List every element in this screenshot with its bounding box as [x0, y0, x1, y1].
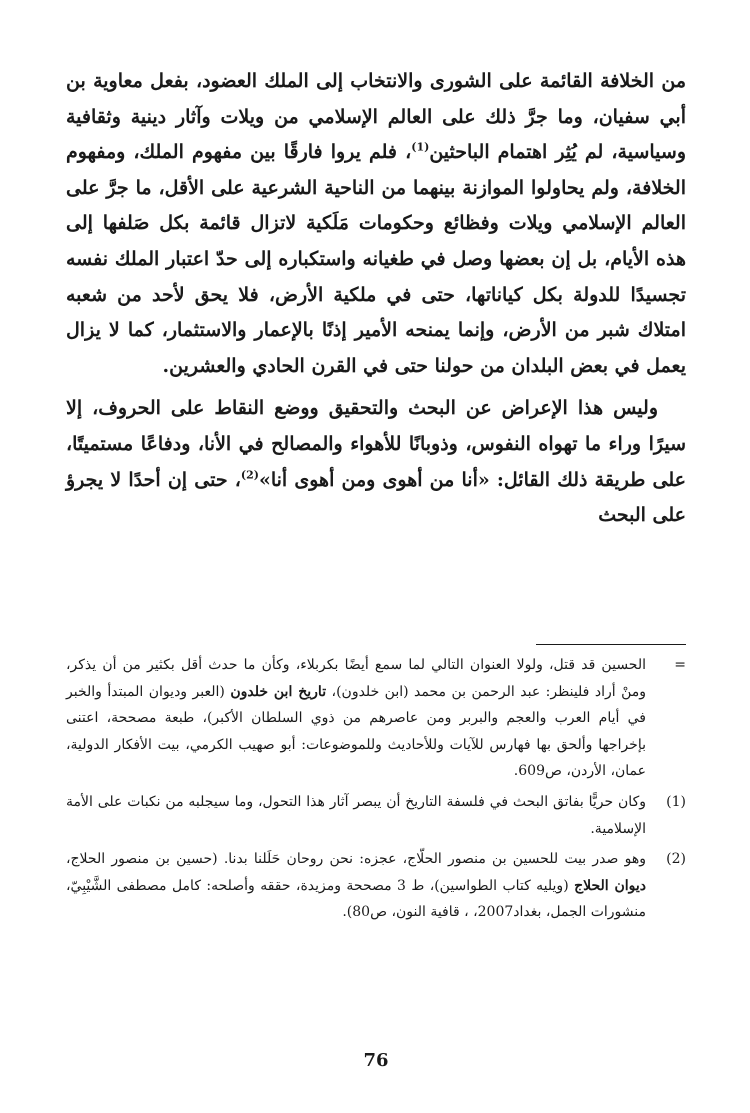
book-page — [66, 0, 686, 1113]
footnote-2 — [66, 846, 686, 926]
footnote-marker: (1) — [666, 793, 686, 810]
paragraph-2: وليس هذا الإعراض عن البحث والتحقيق ووضع النقاط على الحروف، إلا سيرًا وراء ما تهواه النفوس، وذوبانًا للأهواء والمصالح في الأنا، ودفاعًا مستميتًا، على طريقة ذلك القائل: «أنا من أهوى ومن أهوى أنا»$^{(2)}$، حتى إن أحدًا لا يجرؤ على البحث — [66, 397, 686, 527]
footnote-text: وهو صدر بيت للحسين بن منصور الحلّاج، عجزه: نحن روحان حَلَلنا بدنا. (حسين بن منصور الحلاج، ديوان الحلاج (ويليه كتاب الطواسين)، ط 3 مصححة ومزيدة، حققه وأصلحه: كامل مصطفى الشَّيْبِيّ، منشورات الجمل، بغداد2007، ، قافية النون، ص80). — [66, 851, 646, 921]
footnote-ref-2[interactable]: (2) — [240, 468, 259, 482]
footnote-marker: = — [674, 657, 686, 673]
footnote-text: وكان حريًّا بفاتق البحث في فلسفة التاريخ أن يبصر آثار هذا التحول، وما سيجلبه من نكبات على الأمة الإسلامية. — [66, 793, 646, 837]
footnote-marker: (2) — [666, 851, 686, 868]
footnote-ref-1[interactable]: (1) — [411, 140, 430, 154]
footnote-continued — [66, 652, 686, 785]
footnotes — [66, 652, 686, 930]
paragraph-1: من الخلافة القائمة على الشورى والانتخاب إلى الملك العضود، بفعل معاوية بن أبي سفيان، وما جرَّ ذلك على العالم الإسلامي من ويلات وآثار دينية وثقافية وسياسية، لم يُثِر اهتمام الباحثين$^{(1)}$، فلم يروا فارقًا بين مفهوم الملك، ومفهوم الخلافة، ولم يحاولوا الموازنة بينهما من الناحية الشرعية على الأقل، ما جرَّ على العالم الإسلامي ويلات وفظائع وحكومات مَلَكية لاتزال قائمة بكل صَلفها إلى هذه الأيام، بل إن بعضها وصل في طغيانه واستكباره إلى حدّ اعتبار الملك نفسه تجسيدًا للدولة بكل كياناتها، حتى في ملكية الأرض، فلا يحق لأحد من شعبه امتلاك شبر من الأرض، وإنما يمنحه الأمير إذنًا بالإعمار والاستثمار، كما لا يزال يعمل في بعض البلدان من حولنا حتى في القرن الحادي والعشرين. — [66, 70, 686, 377]
page-number: 76 — [363, 1050, 389, 1071]
main-text — [66, 64, 686, 534]
footnote-1 — [66, 789, 686, 842]
footnote-separator — [536, 644, 686, 645]
footnote-text: الحسين قد قتل، ولولا العنوان التالي لما سمع أيضًا بكربلاء، وكأن ما حدث أقل بكثير من أن يذكر، ومنْ أراد فلينظر: عبد الرحمن بن محمد (ابن خلدون)، تاريخ ابن خلدون (العبر وديوان المبتدأ والخبر في أيام العرب والعجم والبربر ومن عاصرهم من ذوي السلطان الأكبر)، طبعة مصححة، اعتنى بإخراجها وألحق بها فهارس للآيات وللأحاديث وللموضوعات: أبو صهيب الكرمي، بيت الأفكار الدولية، عمان، الأردن، ص609. — [66, 657, 646, 780]
